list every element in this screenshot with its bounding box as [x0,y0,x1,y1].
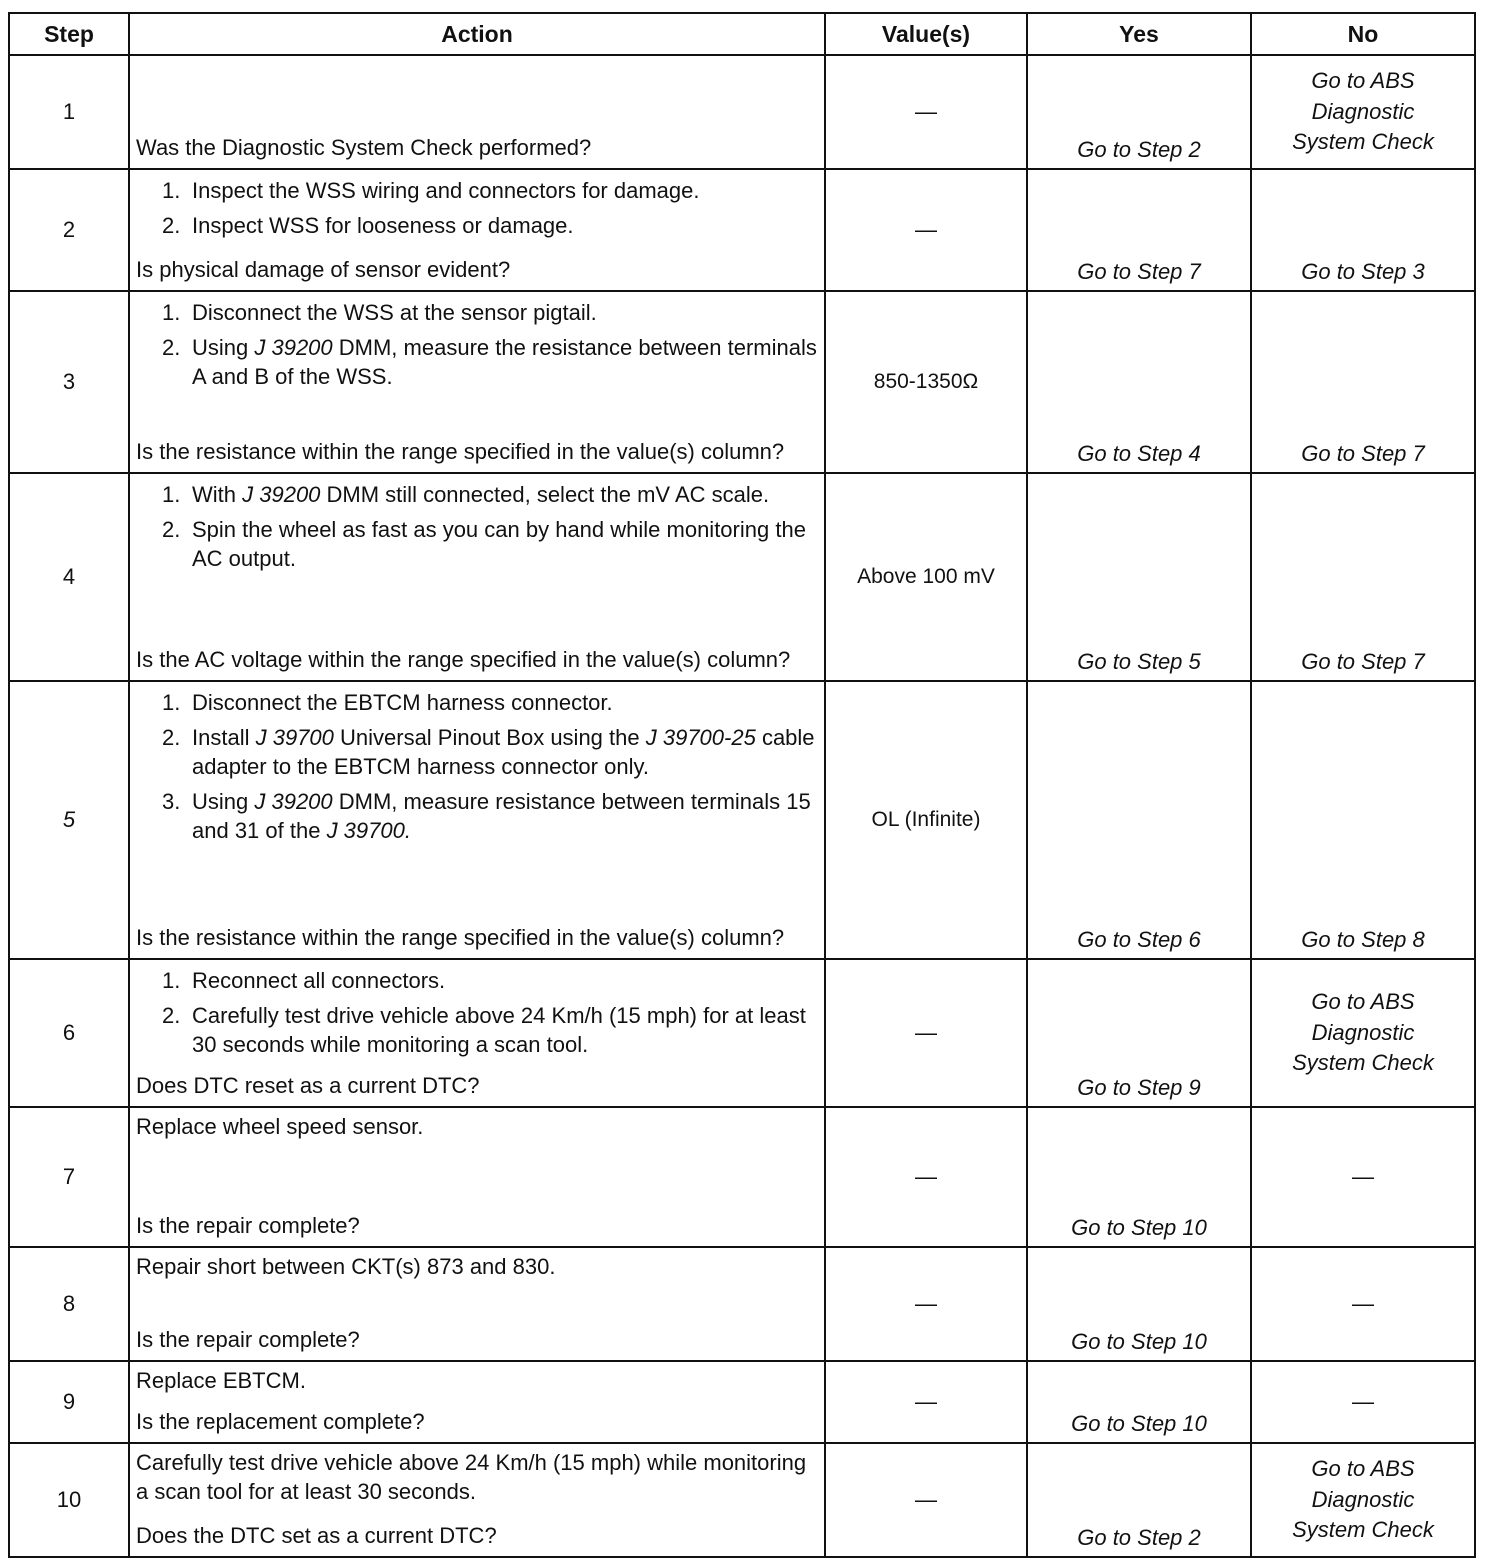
header-row [9,13,1475,55]
abs-ref: ABS [1370,1456,1415,1482]
action-item: 1. With J 39200 DMM still connected, select the mV AC scale. [162,482,770,507]
value-cell: — [825,1361,1027,1443]
yes-goto: Go to Step 10 [1027,1107,1251,1247]
abs-ref: ABS [1370,68,1415,94]
step-number: 3 [9,291,129,473]
table-row [9,959,1475,1107]
no-goto: — [1251,1247,1475,1361]
tool-ref: J 39200 [242,482,321,507]
action-item: 1. Inspect the WSS wiring and connectors for damage. [162,178,700,203]
no-goto: Go to ABS Diagnostic System Check [1251,959,1475,1107]
value-cell: — [825,1443,1027,1557]
no-goto: Go to Step 7 [1251,473,1475,681]
tool-ref: J 39700-25 [645,725,756,751]
value-cell: — [825,55,1027,169]
action-question: Was the Diagnostic System Check performed? [136,134,592,160]
action-cell [129,1361,825,1443]
tool-ref: J 39200 [254,335,333,361]
table-row [9,1443,1475,1557]
tool-ref: J 39700. [326,818,411,844]
yes-goto: Go to Step 2 [1027,55,1251,169]
action-question: Does the DTC set as a current DTC? [136,1522,497,1548]
action-question: Is the repair complete? [136,1212,360,1238]
value-cell: 850-1350Ω [825,291,1027,473]
table-row [9,473,1475,681]
header-action: Action [129,13,825,55]
action-question: Is physical damage of sensor evident? [136,256,511,282]
action-cell [129,55,825,169]
yes-goto: Go to Step 10 [1027,1361,1251,1443]
step-number: 4 [9,473,129,681]
step-number: 2 [9,169,129,291]
action-lead: Carefully test drive vehicle above 24 Km/h (15 mph) while monitoring a scan tool for at least 30 seconds. [136,1450,807,1505]
table-row [9,1247,1475,1361]
no-goto: Go to ABS Diagnostic System Check [1251,1443,1475,1557]
yes-goto: Go to Step 9 [1027,959,1251,1107]
abs-ref: ABS [1370,989,1415,1015]
action-cell [129,473,825,681]
action-question: Does DTC reset as a current DTC? [136,1072,480,1098]
value-cell: — [825,169,1027,291]
step-number: 5 [9,681,129,959]
header-step: Step [9,13,129,55]
action-cell [129,291,825,473]
header-yes: Yes [1027,13,1251,55]
yes-goto: Go to Step 5 [1027,473,1251,681]
yes-goto: Go to Step 4 [1027,291,1251,473]
action-item: 1. Disconnect the EBTCM harness connector. [162,690,613,715]
action-question: Is the resistance within the range specified in the value(s) column? [136,438,785,464]
step-number: 7 [9,1107,129,1247]
step-number: 9 [9,1361,129,1443]
table-row [9,1107,1475,1247]
diagnostic-table [8,12,1476,1558]
action-lead: Replace wheel speed sensor. [136,1114,424,1139]
yes-goto: Go to Step 10 [1027,1247,1251,1361]
action-lead: Repair short between CKT(s) 873 and 830. [136,1254,556,1279]
action-cell [129,959,825,1107]
value-cell: Above 100 mV [825,473,1027,681]
table-row [9,681,1475,959]
table-row [9,55,1475,169]
tool-ref: J 39200 [254,789,333,815]
no-goto: Go to Step 3 [1251,169,1475,291]
table-row [9,169,1475,291]
step-number: 1 [9,55,129,169]
header-no: No [1251,13,1475,55]
action-item: 2. Inspect WSS for looseness or damage. [162,213,574,239]
action-question: Is the resistance within the range specified in the value(s) column? [136,924,785,950]
no-goto: Go to Step 8 [1251,681,1475,959]
action-cell [129,169,825,291]
step-number: 10 [9,1443,129,1557]
action-item: 2. Carefully test drive vehicle above 24 Km/h (15 mph) for at least 30 seconds while monitoring a scan tool. [162,1003,806,1058]
action-cell [129,1247,825,1361]
tool-ref: J 39700 [255,725,334,751]
yes-goto: Go to Step 7 [1027,169,1251,291]
action-item: 2. Using J 39200 DMM, measure the resistance between terminals A and B of the WSS. [162,335,817,390]
action-cell [129,1443,825,1557]
action-item: 2. Spin the wheel as fast as you can by hand while monitoring the AC output. [162,517,806,572]
table-row [9,1361,1475,1443]
table-row [9,291,1475,473]
no-goto: — [1251,1361,1475,1443]
step-number: 8 [9,1247,129,1361]
diagnostic-table-sheet [8,12,1466,1558]
no-goto: Go to ABS Diagnostic System Check [1251,55,1475,169]
action-question: Is the repair complete? [136,1326,360,1352]
action-question: Is the AC voltage within the range specified in the value(s) column? [136,646,791,672]
action-item: 3. Using J 39200 DMM, measure resistance between terminals 15 and 31 of the J 39700. [162,789,811,844]
yes-goto: Go to Step 6 [1027,681,1251,959]
yes-goto: Go to Step 2 [1027,1443,1251,1557]
no-goto: Go to Step 7 [1251,291,1475,473]
action-item: 1. Reconnect all connectors. [162,968,446,993]
action-item: 1. Disconnect the WSS at the sensor pigtail. [162,300,597,325]
value-cell: OL (Infinite) [825,681,1027,959]
action-item: 2. Install J 39700 Universal Pinout Box using the J 39700-25 cable adapter to the EBTCM harness connector only. [162,725,815,780]
step-number: 6 [9,959,129,1107]
value-cell: — [825,1107,1027,1247]
header-values: Value(s) [825,13,1027,55]
action-cell [129,1107,825,1247]
action-lead: Replace EBTCM. [136,1368,306,1393]
action-cell [129,681,825,959]
no-goto: — [1251,1107,1475,1247]
value-cell: — [825,959,1027,1107]
value-cell: — [825,1247,1027,1361]
action-question: Is the replacement complete? [136,1408,425,1434]
